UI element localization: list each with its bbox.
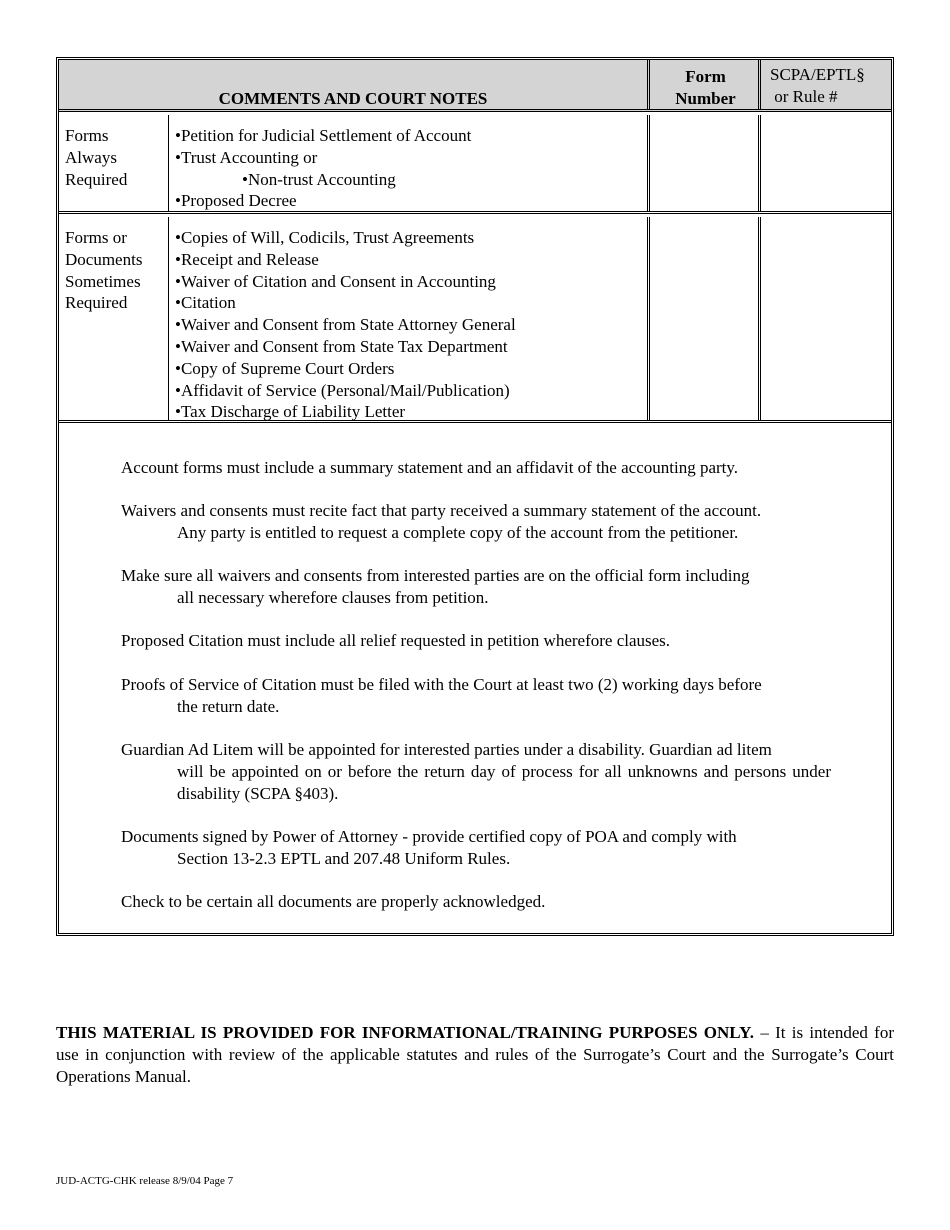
row-label-line: Sometimes [65, 271, 141, 291]
row-forms-sometimes-required [59, 217, 891, 423]
note-paragraph: Check to be certain all documents are properly acknowledged. [121, 892, 546, 911]
list-item: •Citation [175, 293, 236, 313]
disclaimer-paragraph [56, 1022, 894, 1087]
row-label-line: Forms or [65, 228, 127, 247]
page-footer: JUD-ACTG-CHK release 8/9/04 Page 7 [56, 1175, 234, 1187]
note-paragraph: Make sure all waivers and consents from interested parties are on the official form including all necessary wherefore clauses from petition. [121, 566, 750, 607]
row-label-line: Forms [65, 126, 109, 145]
list-item: •Proposed Decree [175, 191, 297, 211]
disclaimer-text: – It is intended for use in conjunction with review of the applicable statutes and rules of the Surrogate’s Court and the Surrogate’s Court Operations Manual. [56, 1023, 894, 1086]
header-form-line1: Form [685, 67, 726, 86]
row-label-line: Required [65, 293, 128, 313]
disclaimer-heading: THIS MATERIAL IS PROVIDED FOR INFORMATIONAL/TRAINING PURPOSES ONLY. [56, 1023, 755, 1042]
scpa-rule-cell [764, 115, 891, 211]
list-item: •Waiver and Consent from State Attorney General [175, 315, 516, 335]
row-label [59, 217, 169, 420]
list-item: •Tax Discharge of Liability Letter [175, 402, 406, 422]
list-item: •Affidavit of Service (Personal/Mail/Publication) [175, 380, 510, 400]
header-scpa-cell [764, 60, 891, 109]
row-label-line: Always [65, 147, 117, 167]
scpa-rule-cell [764, 217, 891, 420]
table-header-row [59, 60, 891, 112]
required-forms-list [170, 115, 650, 211]
header-form-line2: Number [675, 89, 736, 108]
court-notes-section [59, 426, 891, 933]
list-item: •Petition for Judicial Settlement of Account [175, 126, 472, 145]
list-item: •Receipt and Release [175, 249, 319, 269]
form-number-cell [653, 217, 761, 420]
list-item: •Waiver and Consent from State Tax Department [175, 336, 508, 356]
header-comments-cell [59, 60, 650, 109]
list-item: •Trust Accounting or [175, 147, 318, 167]
row-label-line: Required [65, 169, 128, 189]
list-item: •Copy of Supreme Court Orders [175, 358, 395, 378]
list-item: •Copies of Will, Codicils, Trust Agreements [175, 228, 475, 247]
form-number-cell [653, 115, 761, 211]
note-paragraph: Proposed Citation must include all relief requested in petition wherefore clauses. [121, 631, 671, 650]
note-paragraph: Documents signed by Power of Attorney - provide certified copy of POA and comply with Section 13-2.3 EPTL and 207.48 Uniform Rules. [121, 827, 737, 868]
header-form-number-cell [653, 60, 761, 109]
note-paragraph: Proofs of Service of Citation must be filed with the Court at least two (2) working days before the return date. [121, 675, 762, 716]
row-forms-always-required [59, 115, 891, 214]
note-paragraph: Account forms must include a summary statement and an affidavit of the accounting party. [121, 458, 739, 477]
optional-forms-list [170, 217, 650, 420]
note-paragraph: Guardian Ad Litem will be appointed for interested parties under a disability. Guardian ad litem will be appointed on or before the return day of process for all unknowns and persons under disability (SCPA §403). [121, 740, 831, 803]
row-label-line: Documents [65, 249, 143, 269]
header-comments-title: COMMENTS AND COURT NOTES [218, 89, 488, 108]
checklist-table [56, 57, 894, 936]
list-item: •Non-trust Accounting [242, 169, 396, 189]
header-scpa-line2: or Rule # [770, 87, 838, 106]
header-scpa-line1: SCPA/EPTL§ [770, 65, 865, 84]
note-paragraph: Waivers and consents must recite fact that party received a summary statement of the account. Any party is entitled to request a complete copy of the account from the petitioner. [121, 501, 762, 542]
list-item: •Waiver of Citation and Consent in Accounting [175, 271, 496, 291]
row-label [59, 115, 169, 211]
